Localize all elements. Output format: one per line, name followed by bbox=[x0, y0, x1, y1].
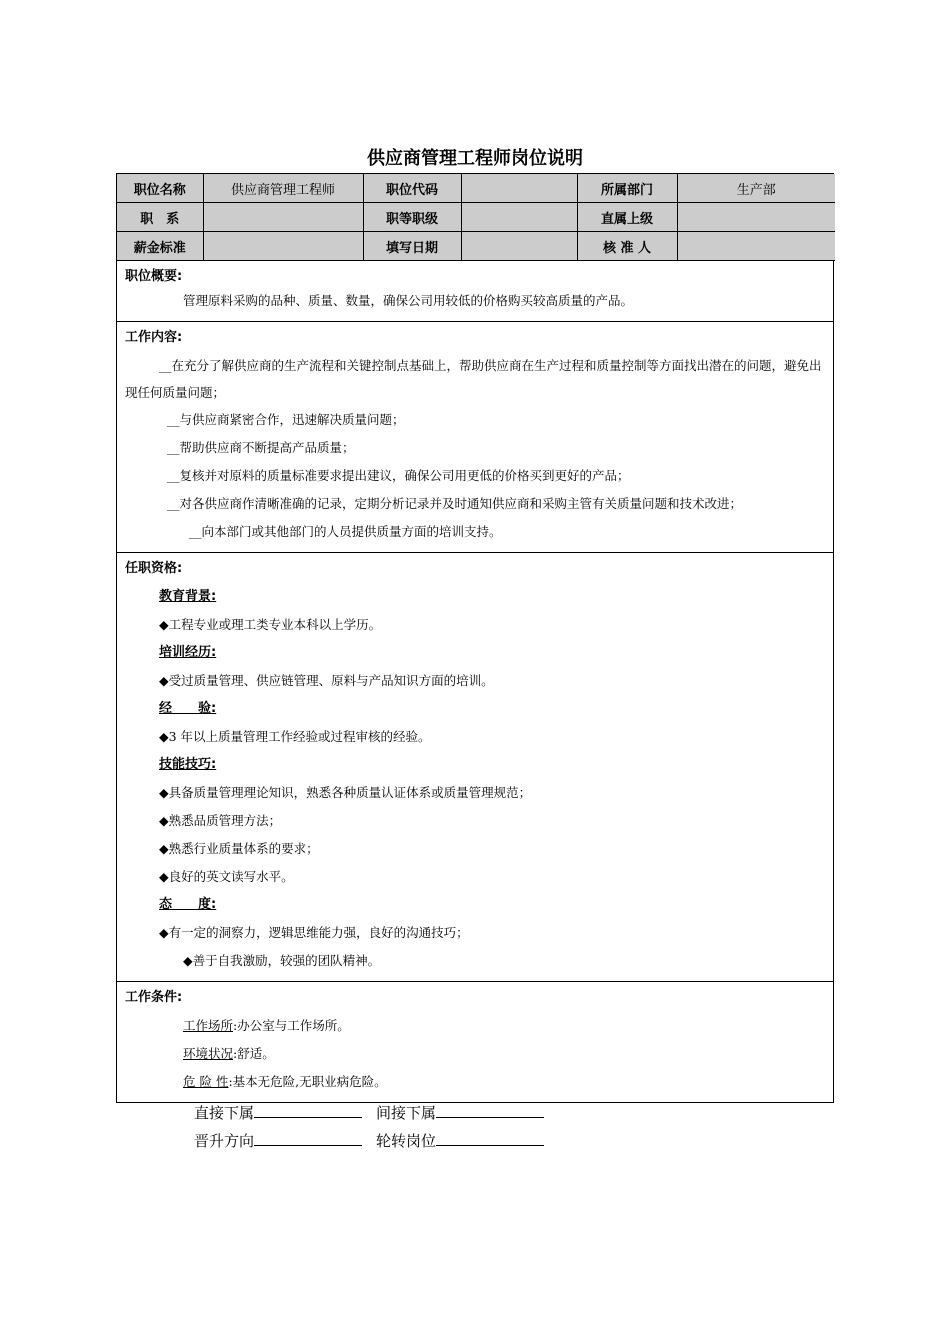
skill-item: ◆具备质量管理理论知识，熟悉各种质量认证体系或质量管理规范； bbox=[159, 785, 532, 800]
overview-heading: 职位概要: bbox=[125, 269, 183, 284]
label-supervisor: 直属上级 bbox=[577, 203, 677, 232]
attitude-item: ◆有一定的洞察力，逻辑思维能力强，良好的沟通技巧； bbox=[159, 925, 469, 940]
education-text: ◆工程专业或理工类专业本科以上学历。 bbox=[159, 617, 382, 632]
value-salary bbox=[203, 232, 363, 261]
education-label: 教育背景: bbox=[159, 589, 217, 604]
label-salary: 薪金标准 bbox=[117, 232, 203, 261]
job-description-form bbox=[116, 173, 834, 1103]
section-duties bbox=[117, 321, 833, 552]
skills-label: 技能技巧: bbox=[159, 757, 217, 772]
direct-subordinates-label: 直接下属 bbox=[194, 1104, 255, 1122]
rotation-post-label: 轮转岗位 bbox=[376, 1132, 437, 1150]
footer-row-2 bbox=[194, 1126, 544, 1156]
experience-label: 经 验: bbox=[159, 701, 217, 716]
skill-item: ◆熟悉行业质量体系的要求； bbox=[159, 841, 319, 856]
attitude-label: 态 度: bbox=[159, 897, 217, 912]
header-row-1 bbox=[117, 174, 835, 203]
promotion-path-blank bbox=[254, 1131, 362, 1146]
condition-environment bbox=[125, 1040, 825, 1068]
place-label: 工作场所 bbox=[183, 1018, 234, 1033]
value-department: 生产部 bbox=[677, 174, 835, 203]
label-grade: 职等职级 bbox=[363, 203, 461, 232]
rotation-post-blank bbox=[436, 1131, 544, 1146]
environment-label: 环境状况 bbox=[183, 1046, 234, 1061]
duties-heading: 工作内容: bbox=[125, 330, 183, 345]
header-table bbox=[117, 174, 835, 261]
condition-place bbox=[125, 1012, 825, 1040]
risk-value: :基本无危险,无职业病危险。 bbox=[228, 1074, 387, 1089]
duty-item: __与供应商紧密合作，迅速解决质量问题； bbox=[167, 412, 405, 427]
skill-item: ◆熟悉品质管理方法； bbox=[159, 813, 282, 828]
duty-item: __帮助供应商不断提高产品质量； bbox=[167, 440, 355, 455]
value-fill-date bbox=[461, 232, 577, 261]
value-job-family bbox=[203, 203, 363, 232]
value-approver bbox=[677, 232, 835, 261]
training-text: ◆受过质量管理、供应链管理、原料与产品知识方面的培训。 bbox=[159, 673, 494, 688]
label-fill-date: 填写日期 bbox=[363, 232, 461, 261]
duty-item: __在充分了解供应商的生产流程和关键控制点基础上，帮助供应商在生产过程和质量控制等方面找出潜在的问题，避免出现任何质量问题； bbox=[125, 358, 822, 400]
promotion-path-label: 晋升方向 bbox=[194, 1132, 255, 1150]
header-row-3 bbox=[117, 232, 835, 261]
conditions-heading: 工作条件: bbox=[125, 990, 183, 1005]
page-title: 供应商管理工程师岗位说明 bbox=[367, 148, 583, 169]
direct-subordinates-blank bbox=[254, 1103, 362, 1118]
label-department: 所属部门 bbox=[577, 174, 677, 203]
indirect-subordinates-blank bbox=[436, 1103, 544, 1118]
condition-risk bbox=[125, 1068, 825, 1096]
section-qualifications bbox=[117, 552, 833, 981]
section-overview bbox=[117, 261, 833, 321]
label-approver: 核 准 人 bbox=[577, 232, 677, 261]
environment-value: :舒适。 bbox=[233, 1046, 275, 1061]
label-position-name: 职位名称 bbox=[117, 174, 203, 203]
value-position-name: 供应商管理工程师 bbox=[203, 174, 363, 203]
duty-item: __向本部门或其他部门的人员提供质量方面的培训支持。 bbox=[189, 524, 502, 539]
footer-row-1 bbox=[194, 1098, 544, 1128]
skill-item: ◆良好的英文读写水平。 bbox=[159, 869, 294, 884]
label-position-code: 职位代码 bbox=[363, 174, 461, 203]
qualifications-heading: 任职资格: bbox=[125, 561, 183, 576]
value-supervisor bbox=[677, 203, 835, 232]
value-grade bbox=[461, 203, 577, 232]
duty-item: __复核并对原料的质量标准要求提出建议，确保公司用更低的价格买到更好的产品； bbox=[167, 468, 630, 483]
attitude-item: ◆善于自我激励，较强的团队精神。 bbox=[183, 953, 381, 968]
duty-item: __对各供应商作清晰准确的记录，定期分析记录并及时通知供应商和采购主管有关质量问题和技术改进； bbox=[167, 496, 743, 511]
place-value: :办公室与工作场所。 bbox=[233, 1018, 350, 1033]
experience-text: ◆3 年以上质量管理工作经验或过程审核的经验。 bbox=[159, 729, 431, 744]
indirect-subordinates-label: 间接下属 bbox=[376, 1104, 437, 1122]
overview-text: 管理原料采购的品种、质量、数量，确保公司用较低的价格购买较高质量的产品。 bbox=[183, 293, 634, 308]
label-job-family: 职 系 bbox=[117, 203, 203, 232]
value-position-code bbox=[461, 174, 577, 203]
training-label: 培训经历: bbox=[159, 645, 217, 660]
header-row-2 bbox=[117, 203, 835, 232]
risk-label: 危 险 性 bbox=[183, 1074, 229, 1089]
section-conditions bbox=[117, 981, 833, 1102]
